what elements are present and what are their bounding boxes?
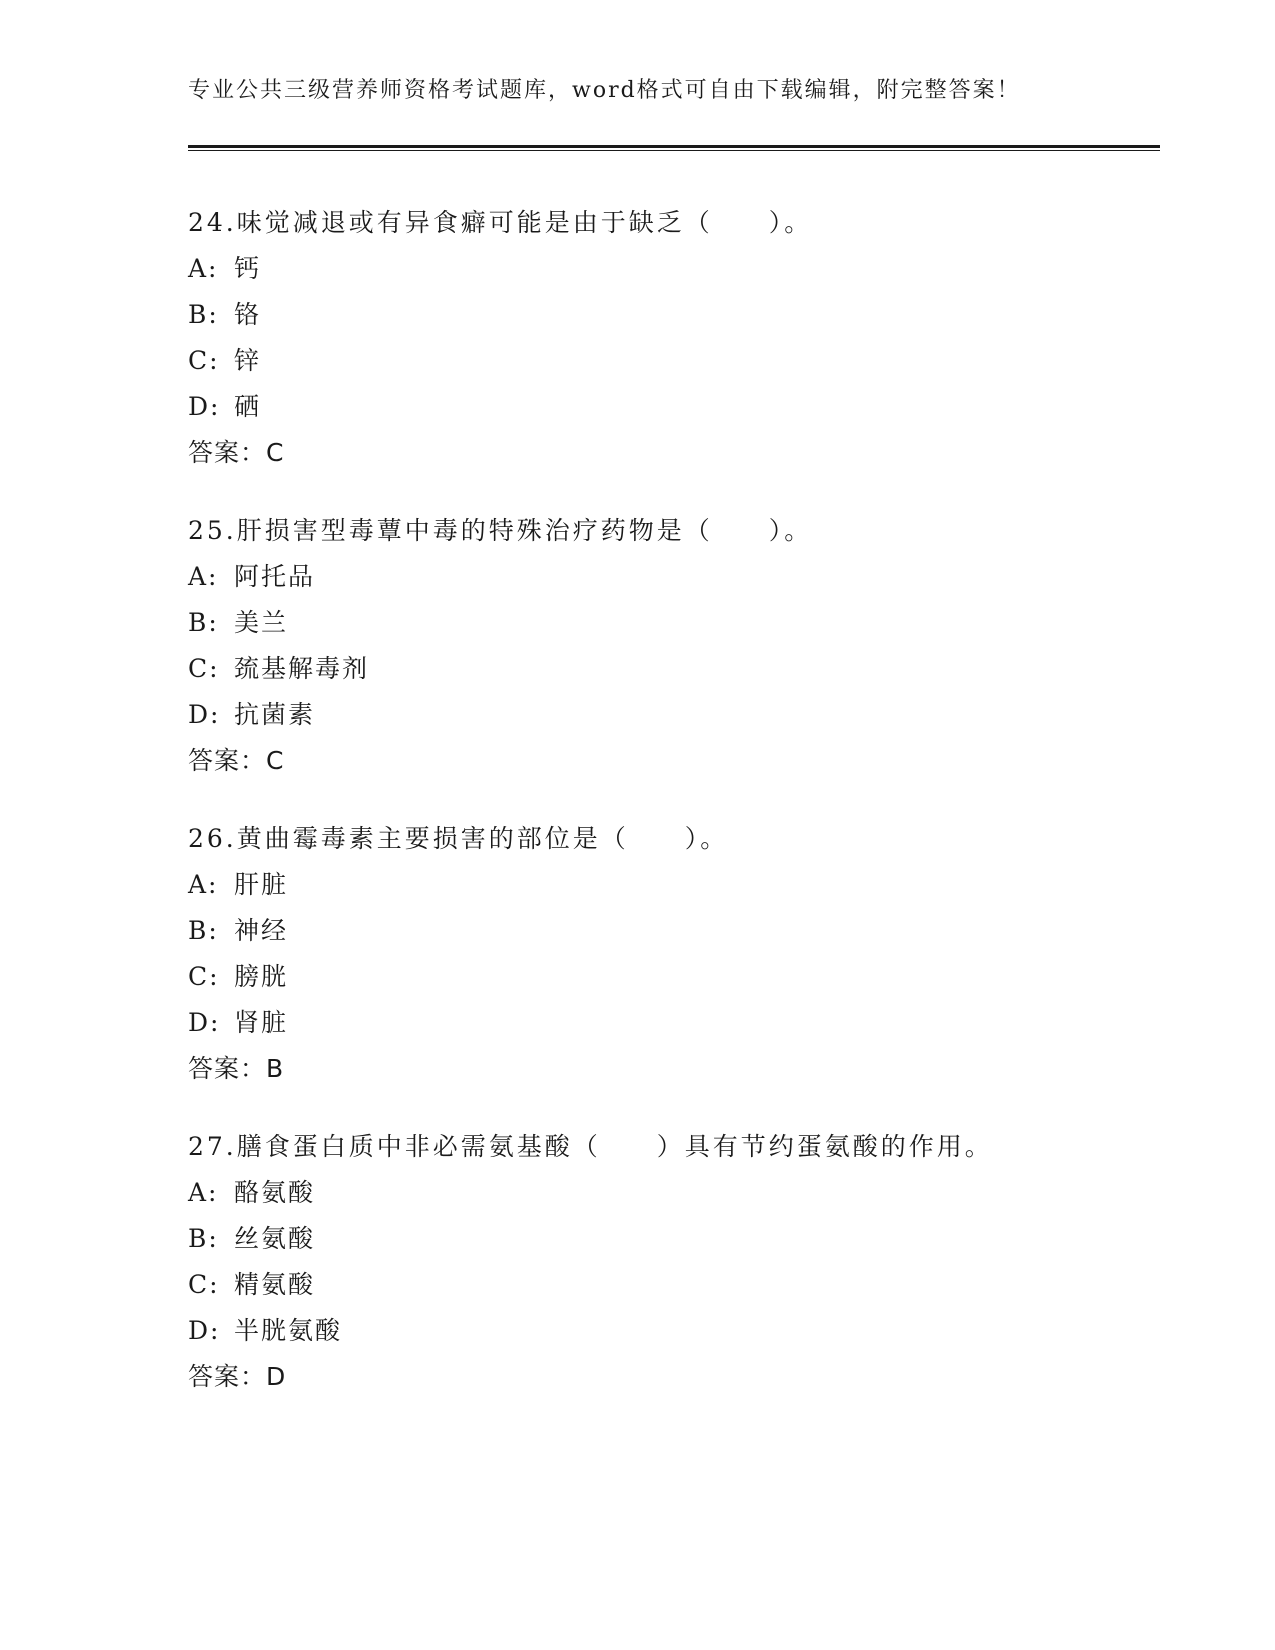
option-d bbox=[188, 1308, 1148, 1354]
question-list bbox=[188, 200, 1148, 1432]
option-b bbox=[188, 908, 1148, 954]
option-letter: A: bbox=[188, 1178, 219, 1207]
option-letter: D: bbox=[188, 1316, 221, 1345]
option-b bbox=[188, 600, 1148, 646]
option-d bbox=[188, 1000, 1148, 1046]
option-text: 铬 bbox=[234, 300, 262, 329]
option-d bbox=[188, 692, 1148, 738]
question-stem: 26.黄曲霉毒素主要损害的部位是（ ）。 bbox=[188, 824, 729, 853]
option-a bbox=[188, 554, 1148, 600]
option-a bbox=[188, 1170, 1148, 1216]
option-letter: A: bbox=[188, 254, 219, 283]
option-letter: A: bbox=[188, 870, 219, 899]
option-letter: C: bbox=[188, 962, 220, 991]
option-text: 半胱氨酸 bbox=[234, 1316, 343, 1345]
option-text: 美兰 bbox=[234, 608, 289, 637]
question-stem: 27.膳食蛋白质中非必需氨基酸（ ）具有节约蛋氨酸的作用。 bbox=[188, 1132, 993, 1161]
answer-line: 答案：C bbox=[188, 746, 285, 775]
option-text: 阿托品 bbox=[234, 562, 316, 591]
option-a bbox=[188, 246, 1148, 292]
option-b bbox=[188, 1216, 1148, 1262]
option-text: 酪氨酸 bbox=[234, 1178, 316, 1207]
answer-line: 答案：B bbox=[188, 1054, 285, 1083]
option-c bbox=[188, 1262, 1148, 1308]
option-letter: D: bbox=[188, 700, 221, 729]
option-letter: C: bbox=[188, 346, 220, 375]
option-text: 硒 bbox=[234, 392, 262, 421]
option-text: 肾脏 bbox=[234, 1008, 289, 1037]
answer-line: 答案：C bbox=[188, 438, 285, 467]
question-stem: 24.味觉减退或有异食癖可能是由于缺乏（ ）。 bbox=[188, 208, 813, 237]
option-letter: B: bbox=[188, 1224, 219, 1253]
header-divider-thin bbox=[188, 150, 1160, 151]
option-letter: D: bbox=[188, 392, 221, 421]
answer-line: 答案：D bbox=[188, 1362, 287, 1391]
question-26 bbox=[188, 816, 1148, 1092]
question-24 bbox=[188, 200, 1148, 476]
question-25 bbox=[188, 508, 1148, 784]
option-b bbox=[188, 292, 1148, 338]
header-divider-thick bbox=[188, 145, 1160, 148]
page-header: 专业公共三级营养师资格考试题库，word格式可自由下载编辑，附完整答案！ bbox=[188, 78, 1021, 103]
option-letter: C: bbox=[188, 1270, 220, 1299]
option-text: 钙 bbox=[234, 254, 262, 283]
option-letter: B: bbox=[188, 608, 219, 637]
option-c bbox=[188, 646, 1148, 692]
option-c bbox=[188, 338, 1148, 384]
option-text: 丝氨酸 bbox=[234, 1224, 316, 1253]
option-letter: B: bbox=[188, 916, 219, 945]
option-text: 神经 bbox=[234, 916, 289, 945]
option-letter: D: bbox=[188, 1008, 221, 1037]
option-d bbox=[188, 384, 1148, 430]
option-letter: A: bbox=[188, 562, 219, 591]
option-text: 锌 bbox=[234, 346, 262, 375]
option-c bbox=[188, 954, 1148, 1000]
option-text: 肝脏 bbox=[234, 870, 289, 899]
option-letter: B: bbox=[188, 300, 219, 329]
option-text: 精氨酸 bbox=[234, 1270, 316, 1299]
option-a bbox=[188, 862, 1148, 908]
option-text: 抗菌素 bbox=[234, 700, 316, 729]
question-27 bbox=[188, 1124, 1148, 1400]
option-letter: C: bbox=[188, 654, 220, 683]
option-text: 巯基解毒剂 bbox=[234, 654, 370, 683]
option-text: 膀胱 bbox=[234, 962, 289, 991]
question-stem: 25.肝损害型毒蕈中毒的特殊治疗药物是（ ）。 bbox=[188, 516, 813, 545]
